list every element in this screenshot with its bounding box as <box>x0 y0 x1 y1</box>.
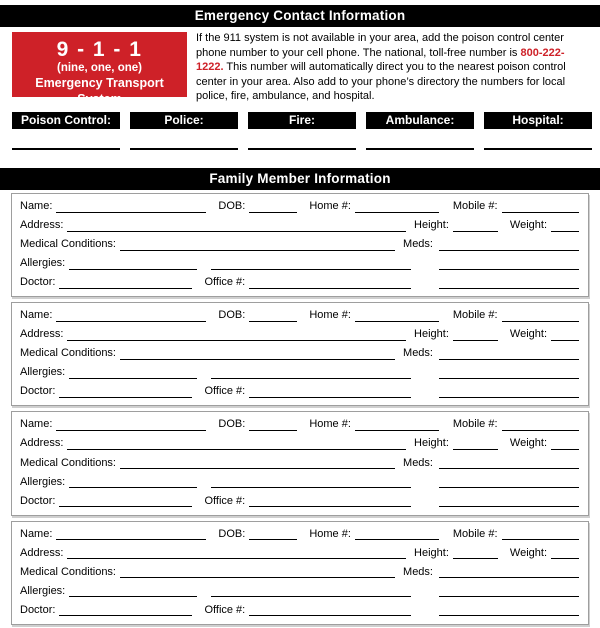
office-phone-label: Office #: <box>204 276 246 289</box>
contact-label-poison-control: Poison Control: <box>12 112 120 129</box>
contact-label-ambulance: Ambulance: <box>366 112 474 129</box>
dob-label: DOB: <box>218 309 246 322</box>
height-label: Height: <box>414 328 449 341</box>
911-caption: Emergency Transport System <box>35 76 164 106</box>
911-pronunciation: (nine, one, one) <box>57 62 142 74</box>
medical-conditions-label: Medical Conditions: <box>20 238 116 251</box>
dob-fill-line[interactable] <box>249 212 297 213</box>
meds-fill-line[interactable] <box>439 359 579 360</box>
height-label: Height: <box>414 437 449 450</box>
meds-continuation-line-1[interactable] <box>439 596 579 597</box>
doctor-label: Doctor: <box>20 603 56 616</box>
allergies-continuation-line[interactable] <box>211 596 411 597</box>
allergies-label: Allergies: <box>20 257 66 270</box>
height-fill-line[interactable] <box>453 558 498 559</box>
dob-fill-line[interactable] <box>249 430 297 431</box>
hospital-fill-line[interactable] <box>484 129 592 150</box>
address-label: Address: <box>20 219 64 232</box>
mobile-phone-label: Mobile #: <box>452 309 498 322</box>
meds-label: Meds: <box>403 347 433 360</box>
mobile-phone-fill-line[interactable] <box>502 539 579 540</box>
weight-label: Weight: <box>509 219 547 232</box>
instructions-before-phone: If the 911 system is not available in your area, add the poison control center phone number to your cell phone. The national, toll-free number is <box>196 32 564 59</box>
meds-continuation-line-1[interactable] <box>439 378 579 379</box>
weight-fill-line[interactable] <box>551 558 579 559</box>
home-phone-label: Home #: <box>309 527 351 540</box>
name-fill-line[interactable] <box>56 430 206 431</box>
address-fill-line[interactable] <box>67 340 406 341</box>
weight-fill-line[interactable] <box>551 340 579 341</box>
contact-label-fire: Fire: <box>248 112 356 129</box>
name-label: Name: <box>20 527 53 540</box>
allergies-continuation-line[interactable] <box>211 487 411 488</box>
office-phone-label: Office #: <box>204 494 246 507</box>
height-fill-line[interactable] <box>453 340 498 341</box>
allergies-continuation-line[interactable] <box>211 378 411 379</box>
member-row-medical <box>20 454 579 473</box>
home-phone-fill-line[interactable] <box>355 321 439 322</box>
home-phone-label: Home #: <box>309 418 351 431</box>
fire-fill-line[interactable] <box>248 129 356 150</box>
doctor-fill-line[interactable] <box>59 615 192 616</box>
weight-label: Weight: <box>509 437 547 450</box>
911-badge <box>12 32 187 106</box>
home-phone-fill-line[interactable] <box>355 430 439 431</box>
meds-fill-line[interactable] <box>439 577 579 578</box>
member-row-identity <box>20 197 579 216</box>
poison-control-fill-line[interactable] <box>12 129 120 150</box>
emergency-contacts-fill-lines <box>12 129 592 150</box>
member-row-doctor <box>20 382 579 401</box>
doctor-fill-line[interactable] <box>59 506 192 507</box>
medical-conditions-label: Medical Conditions: <box>20 347 116 360</box>
member-row-doctor <box>20 492 579 511</box>
height-label: Height: <box>414 219 449 232</box>
dob-fill-line[interactable] <box>249 321 297 322</box>
office-phone-fill-line[interactable] <box>249 397 411 398</box>
meds-fill-line[interactable] <box>439 250 579 251</box>
medical-conditions-fill-line[interactable] <box>120 468 395 469</box>
address-fill-line[interactable] <box>67 231 406 232</box>
member-row-allergies <box>20 363 579 382</box>
meds-fill-line[interactable] <box>439 468 579 469</box>
meds-continuation-line-1[interactable] <box>439 269 579 270</box>
name-label: Name: <box>20 418 53 431</box>
allergies-fill-line[interactable] <box>69 378 197 379</box>
meds-continuation-line-2[interactable] <box>439 288 579 289</box>
meds-continuation-line-2[interactable] <box>439 506 579 507</box>
meds-continuation-line-1[interactable] <box>439 487 579 488</box>
weight-label: Weight: <box>509 328 547 341</box>
allergies-label: Allergies: <box>20 584 66 597</box>
doctor-fill-line[interactable] <box>59 288 192 289</box>
address-label: Address: <box>20 546 64 559</box>
mobile-phone-fill-line[interactable] <box>502 212 579 213</box>
office-phone-fill-line[interactable] <box>249 615 411 616</box>
medical-conditions-label: Medical Conditions: <box>20 456 116 469</box>
weight-fill-line[interactable] <box>551 449 579 450</box>
member-row-doctor <box>20 601 579 620</box>
meds-label: Meds: <box>403 565 433 578</box>
medical-conditions-fill-line[interactable] <box>120 359 395 360</box>
doctor-fill-line[interactable] <box>59 397 192 398</box>
family-member-block <box>11 193 589 297</box>
allergies-fill-line[interactable] <box>69 269 197 270</box>
height-label: Height: <box>414 546 449 559</box>
member-row-identity <box>20 525 579 544</box>
poison-control-instructions <box>196 31 592 104</box>
dob-fill-line[interactable] <box>249 539 297 540</box>
height-fill-line[interactable] <box>453 231 498 232</box>
member-row-address <box>20 544 579 563</box>
family-member-blocks <box>11 193 589 625</box>
doctor-label: Doctor: <box>20 276 56 289</box>
contact-label-hospital: Hospital: <box>484 112 592 129</box>
home-phone-label: Home #: <box>309 199 351 212</box>
home-phone-fill-line[interactable] <box>355 539 439 540</box>
family-member-block <box>11 521 589 625</box>
mobile-phone-fill-line[interactable] <box>502 321 579 322</box>
medical-conditions-fill-line[interactable] <box>120 577 395 578</box>
member-row-medical <box>20 344 579 363</box>
home-phone-label: Home #: <box>309 309 351 322</box>
name-label: Name: <box>20 199 53 212</box>
office-phone-fill-line[interactable] <box>249 288 411 289</box>
member-row-address <box>20 216 579 235</box>
medical-conditions-label: Medical Conditions: <box>20 565 116 578</box>
address-fill-line[interactable] <box>67 449 406 450</box>
doctor-label: Doctor: <box>20 494 56 507</box>
intro-section <box>12 32 592 104</box>
allergies-fill-line[interactable] <box>69 487 197 488</box>
emergency-contacts-labels <box>12 112 592 129</box>
mobile-phone-label: Mobile #: <box>452 199 498 212</box>
member-row-doctor <box>20 273 579 292</box>
name-fill-line[interactable] <box>56 212 206 213</box>
member-row-identity <box>20 415 579 434</box>
dob-label: DOB: <box>218 527 246 540</box>
emergency-contact-header: Emergency Contact Information <box>0 5 600 27</box>
member-row-address <box>20 434 579 453</box>
allergies-label: Allergies: <box>20 366 66 379</box>
family-member-block <box>11 302 589 406</box>
address-label: Address: <box>20 437 64 450</box>
allergies-label: Allergies: <box>20 475 66 488</box>
weight-fill-line[interactable] <box>551 231 579 232</box>
police-fill-line[interactable] <box>130 129 238 150</box>
allergies-continuation-line[interactable] <box>211 269 411 270</box>
family-member-header: Family Member Information <box>0 168 600 190</box>
mobile-phone-label: Mobile #: <box>452 418 498 431</box>
office-phone-label: Office #: <box>204 603 246 616</box>
height-fill-line[interactable] <box>453 449 498 450</box>
office-phone-label: Office #: <box>204 385 246 398</box>
mobile-phone-label: Mobile #: <box>452 527 498 540</box>
member-row-medical <box>20 235 579 254</box>
ambulance-fill-line[interactable] <box>366 129 474 150</box>
member-row-identity <box>20 306 579 325</box>
poison-control-phone-number: 800-222-1222. <box>196 46 565 74</box>
instructions-after-phone: This number will automatically direct you to the nearest poison control center in your area. Also add to your phone’s directory the numbers for local police, fire, ambulance, and hospital. <box>196 61 566 103</box>
name-label: Name: <box>20 309 53 322</box>
member-row-medical <box>20 563 579 582</box>
member-row-allergies <box>20 582 579 601</box>
mobile-phone-fill-line[interactable] <box>502 430 579 431</box>
weight-label: Weight: <box>509 546 547 559</box>
medical-conditions-fill-line[interactable] <box>120 250 395 251</box>
family-member-block <box>11 411 589 515</box>
911-number: 9 - 1 - 1 <box>56 38 143 61</box>
meds-continuation-line-2[interactable] <box>439 615 579 616</box>
member-row-allergies <box>20 254 579 273</box>
address-fill-line[interactable] <box>67 558 406 559</box>
office-phone-fill-line[interactable] <box>249 506 411 507</box>
meds-continuation-line-2[interactable] <box>439 397 579 398</box>
home-phone-fill-line[interactable] <box>355 212 439 213</box>
allergies-fill-line[interactable] <box>69 596 197 597</box>
name-fill-line[interactable] <box>56 321 206 322</box>
member-row-address <box>20 325 579 344</box>
doctor-label: Doctor: <box>20 385 56 398</box>
dob-label: DOB: <box>218 199 246 212</box>
member-row-allergies <box>20 473 579 492</box>
address-label: Address: <box>20 328 64 341</box>
meds-label: Meds: <box>403 456 433 469</box>
contact-label-police: Police: <box>130 112 238 129</box>
name-fill-line[interactable] <box>56 539 206 540</box>
dob-label: DOB: <box>218 418 246 431</box>
meds-label: Meds: <box>403 238 433 251</box>
